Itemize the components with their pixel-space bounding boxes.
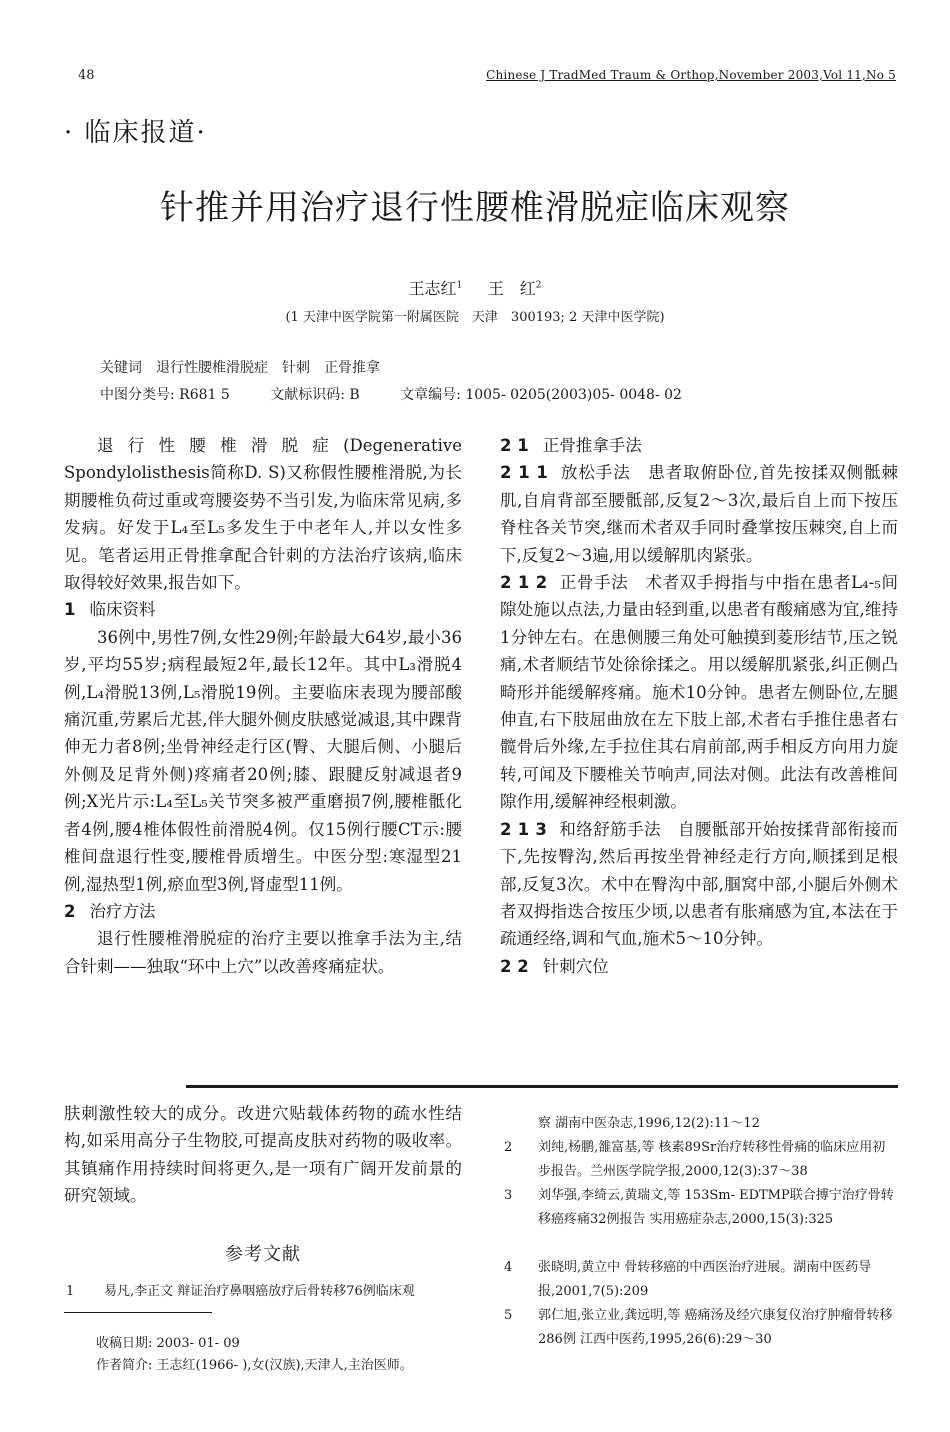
section-2-1-3-heading — [500, 820, 559, 839]
section-label: · 临床报道· — [64, 118, 207, 148]
author-intro: 作者简介: 王志红(1966- ),女(汉族),天津人,主治医师。 — [96, 1358, 413, 1373]
author-2: 王 红 — [487, 279, 536, 298]
reference-1 — [66, 1280, 462, 1304]
reference-1-text: 易凡,李正文 辩证治疗鼻咽癌放疗后骨转移76例临床观 — [104, 1284, 415, 1299]
section-1-paragraph: 36例中,男性7例,女性29例;年龄最大64岁,最小36岁,平均55岁;病程最短2年,最长12年。其中L₃滑脱4例,L₄滑脱13例,L₅滑脱19例。主要临床表现为腰部酸痛沉重,劳累后尤甚,伴大腿外侧皮肤感觉减退,其中踝背伸无力者8例;坐骨神经走行区(臀、大腿后侧、小腿后外侧及足背外侧)疼痛者20例;膝、跟腱反射减退者9例;X光片示:L₄至L₅关节突多被严重磨损7例,腰椎骶化者4例,腰4椎体假性前滑脱4例。仅15例行腰CT示:腰椎间盘退行性变,腰椎骨质增生。中医分型:寒湿型21例,湿热型1例,瘀血型3例,肾虚型11例。 — [64, 627, 462, 894]
section-2-title: 治疗方法 — [89, 901, 156, 921]
reference-2 — [504, 1136, 898, 1184]
article-number: 文章编号: 1005- 0205(2003)05- 0048- 02 — [400, 387, 682, 403]
article-divider — [186, 1085, 898, 1088]
section-2-2-heading — [500, 953, 898, 980]
reference-4-number: 4 — [504, 1260, 513, 1275]
received-date: 收稿日期: 2003- 01- 09 — [96, 1336, 240, 1351]
references-heading: 参考文献 — [225, 1244, 301, 1265]
reference-1-continuation: 察 湖南中医杂志,1996,12(2):11～12 — [538, 1116, 760, 1131]
article-title: 针推并用治疗退行性腰椎滑脱症临床观察 — [160, 188, 790, 228]
right-column — [500, 432, 898, 980]
author-2-affil: 2 — [535, 280, 542, 291]
previous-article-tail — [64, 1100, 462, 1210]
section-2-1-3-text: 和络舒筋手法 自腰骶部开始按揉背部衔接而下,先按臀沟,然后再按坐骨神经走行方向,顺揉到足根部,反复3次。术中在臀沟中部,腘窝中部,小腿后外侧术者双拇指迭合按压少顷,以患者有胀痛感为宜,本法在于疏通经络,调和气血,施术5～10分钟。 — [500, 819, 899, 949]
footnote-rule — [64, 1312, 212, 1313]
section-2-1-2-heading — [500, 573, 559, 592]
reference-2-number: 2 — [504, 1140, 513, 1155]
section-2-1-3-number: 2 1 3 — [500, 819, 547, 839]
reference-5-number: 5 — [504, 1308, 513, 1323]
section-1-title: 临床资料 — [89, 600, 156, 620]
running-header: Chinese J TradMed Traum & Orthop,November 2003,Vol 11,No 5 — [486, 68, 896, 82]
reference-4-text: 张晓明,黄立中 骨转移癌的中西医治疗进展。湖南中医药导报,2001,7(5):209 — [538, 1260, 872, 1299]
section-2-paragraph: 退行性腰椎滑脱症的治疗主要以推拿手法为主,结合针刺——独取“环中上穴”以改善疼痛症状。 — [64, 929, 462, 976]
author-1: 王志红 — [408, 279, 457, 298]
reference-3-text: 刘华强,李绮云,黄瑞文,等 153Sm- EDTMP联合搏宁治疗骨转移癌疼痛32例报告 实用癌症杂志,2000,15(3):325 — [538, 1188, 894, 1227]
section-2-1-1-heading — [500, 463, 560, 482]
author-1-affil: 1 — [456, 280, 463, 291]
section-2-heading — [64, 898, 462, 925]
reference-3 — [504, 1184, 898, 1232]
reference-4 — [504, 1256, 898, 1304]
authors — [0, 276, 950, 299]
section-1-heading — [64, 596, 462, 623]
section-2-2-number: 2 2 — [500, 956, 529, 976]
left-column — [64, 432, 462, 980]
section-2-number: 2 — [64, 901, 76, 921]
section-2-1-number: 2 1 — [500, 436, 529, 455]
reference-1-number: 1 — [66, 1284, 75, 1299]
clc-number: 中图分类号: R681 5 — [100, 387, 230, 403]
keywords: 关键词 退行性腰椎滑脱症 针刺 正骨推拿 — [100, 360, 380, 376]
page-number: 48 — [78, 68, 95, 83]
reference-5-text: 郭仁旭,张立业,龚远明,等 癌痛汤及经穴康复仪治疗肿瘤骨转移286例 江西中医药,1995,26(6):29～30 — [538, 1308, 893, 1347]
document-code: 文献标识码: B — [270, 387, 360, 403]
reference-3-number: 3 — [504, 1188, 513, 1203]
classification-line — [100, 384, 718, 404]
section-2-2-title: 针刺穴位 — [542, 956, 609, 976]
section-2-1-title: 正骨推拿手法 — [542, 436, 642, 455]
section-2-1-2-text: 正骨手法 术者双手拇指与中指在患者L₄-₅间隙处施以点法,力量由轻到重,以患者有酸痛感为宜,维持1分钟左右。在患侧腰三角处可触摸到菱形结节,压之锐痛,术者顺结节处徐徐揉之。用以缓解肌紧张,纠正侧凸畸形并能缓解疼痛。施术10分钟。患者左侧卧位,左腿伸直,右下肢屈曲放在左下肢上部,术者右手推住患者右髋骨后外缘,左手拉住其右肩前部,两手相反方向用力旋转,可闻及下腰椎关节响声,同法对侧。此法有改善椎间隙作用,缓解神经根刺激。 — [500, 573, 898, 812]
intro-paragraph: 退行性腰椎滑脱症(Degenerative Spondylolisthesis简称D. S)又称假性腰椎滑脱,为长期腰椎负荷过重或弯腰姿势不当引发,为临床常见病,多发病。好发于L₄至L₅多发生于中老年人,并以女性多见。笔者运用正骨推拿配合针刺的方法治疗该病,临床取得较好效果,报告如下。 — [64, 436, 462, 593]
reference-2-text: 刘纯,杨鹏,雒富基,等 核素89Sr治疗转移性骨痛的临床应用初步报告。兰州医学院学报,2000,12(3):37～38 — [538, 1140, 886, 1179]
previous-article-paragraph: 肤刺激性较大的成分。改进穴贴载体药物的疏水性结构,如采用高分子生物胶,可提高皮肤对药物的吸收率。其镇痛作用持续时间将更久,是一项有广阔开发前景的研究领域。 — [64, 1104, 462, 1206]
section-2-1-1-text: 放松手法 患者取俯卧位,首先按揉双侧骶棘肌,自肩背部至腰骶部,反复2～3次,最后自上而下按压脊柱各关节突,继而术者双手同时叠掌按压棘突,自上而下,反复2～3遍,用以缓解肌肉紧张。 — [500, 463, 898, 565]
section-2-1-1-number: 2 1 1 — [500, 463, 548, 483]
section-2-1-heading — [500, 432, 898, 459]
reference-5 — [504, 1304, 898, 1352]
affiliation: (1 天津中医学院第一附属医院 天津 300193; 2 天津中医学院) — [285, 310, 665, 325]
section-1-number: 1 — [64, 600, 76, 620]
section-2-1-2-number: 2 1 2 — [500, 573, 548, 593]
